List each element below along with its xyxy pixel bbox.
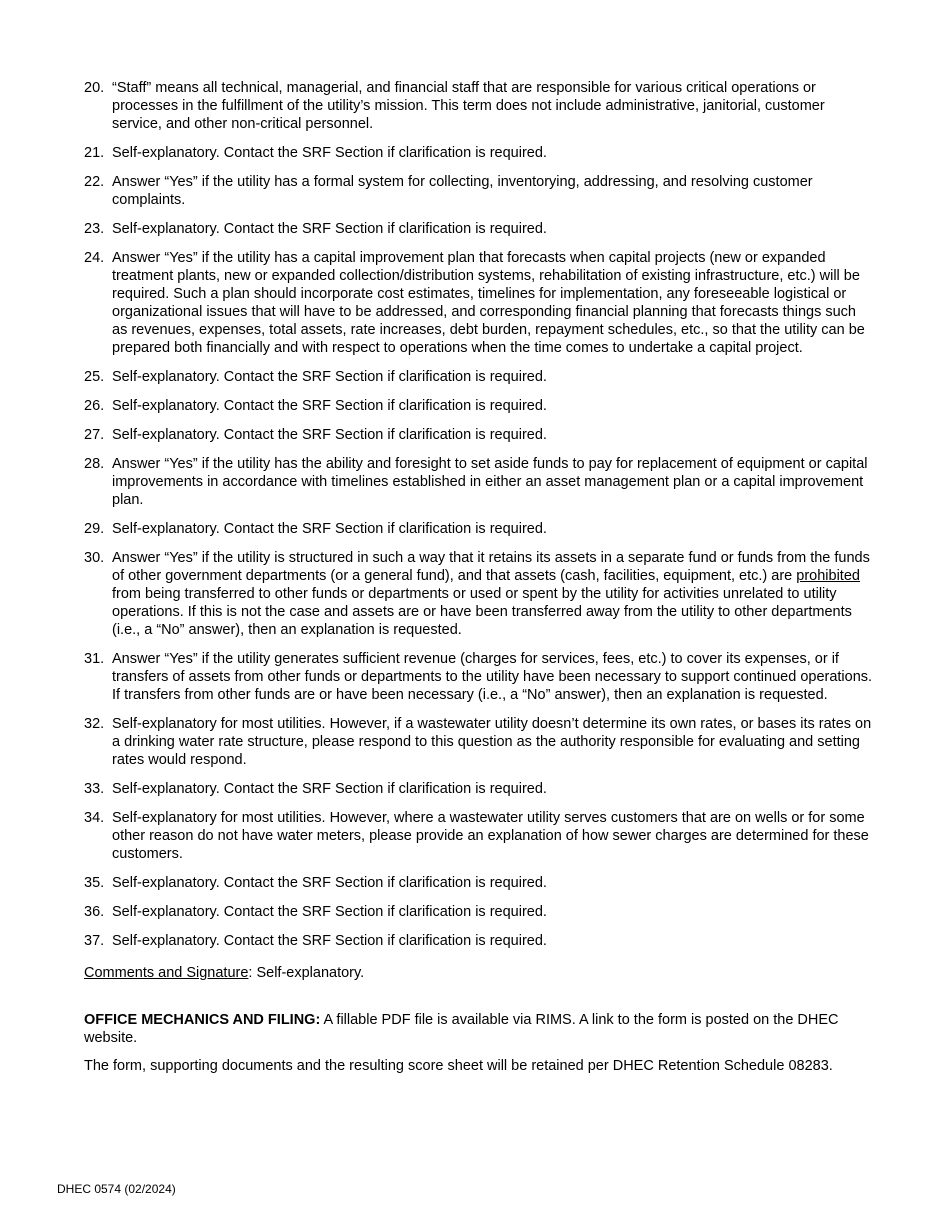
item-number: 21. (84, 145, 105, 161)
list-item (84, 79, 874, 133)
list-item (84, 249, 874, 357)
list-item (84, 426, 874, 444)
item-number: 24. (84, 250, 105, 266)
comments-text: : Self-explanatory. (248, 965, 365, 981)
item-text (112, 521, 547, 537)
item-text (112, 651, 872, 703)
retention-paragraph: The form, supporting documents and the resulting score sheet will be retained per DHEC Retention Schedule 08283. (84, 1058, 833, 1074)
item-text-segment: Self-explanatory. Contact the SRF Section if clarification is required. (112, 875, 547, 891)
list-item (84, 368, 874, 386)
item-number: 30. (84, 550, 105, 566)
list-item (84, 220, 874, 238)
item-text (112, 550, 870, 638)
item-text-segment: from being transferred to other funds or departments or used or spent by the utility for activities unrelated to utility operations. If this is not the case and assets are or have been transferred away from the utility to other departments (i.e., a “No” answer), then an explanation is requested. (112, 586, 852, 638)
item-text-segment: “Staff” means all technical, managerial, and financial staff that are responsible for various critical operations or processes in the fulfillment of the utility’s mission. This term does not include administrative, janitorial, customer service, and other non-critical personnel. (112, 80, 825, 132)
item-number: 26. (84, 398, 105, 414)
item-text-segment: Answer “Yes” if the utility has a formal system for collecting, inventorying, addressing, and resolving customer complaints. (112, 174, 813, 208)
list-item (84, 520, 874, 538)
office-mechanics-text: A fillable PDF file is available via RIMS. A link to the form is posted on the DHEC website. (84, 1012, 839, 1046)
list-item (84, 932, 874, 950)
list-item (84, 650, 874, 704)
list-item (84, 903, 874, 921)
item-text-segment: Self-explanatory. Contact the SRF Section if clarification is required. (112, 398, 547, 414)
item-number: 31. (84, 651, 105, 667)
item-text-segment: Self-explanatory. Contact the SRF Section if clarification is required. (112, 221, 547, 237)
comments-paragraph (84, 964, 874, 982)
item-number: 36. (84, 904, 105, 920)
item-text (112, 145, 547, 161)
item-number: 25. (84, 369, 105, 385)
item-text-segment: Self-explanatory. Contact the SRF Section if clarification is required. (112, 781, 547, 797)
item-text-segment: Self-explanatory for most utilities. However, where a wastewater utility serves customers that are on wells or for some other reason do not have water meters, please provide an explanation of how sewer charges are determined for these customers. (112, 810, 869, 862)
item-number: 28. (84, 456, 105, 472)
list-item (84, 549, 874, 639)
item-text-segment: Self-explanatory. Contact the SRF Section if clarification is required. (112, 521, 547, 537)
instruction-list (84, 79, 874, 950)
item-text (112, 875, 547, 891)
item-text-segment: Answer “Yes” if the utility is structured in such a way that it retains its assets in a separate fund or funds from the funds of other government departments (or a general fund), and that assets (cash, facilities, equipment, etc.) are (112, 550, 870, 584)
item-number: 23. (84, 221, 105, 237)
item-text-segment: Answer “Yes” if the utility has the ability and foresight to set aside funds to pay for replacement of equipment or capital improvements in accordance with timelines established in either an asset management plan or a capital improvement plan. (112, 456, 868, 508)
item-text (112, 369, 547, 385)
item-number: 35. (84, 875, 105, 891)
item-text (112, 904, 547, 920)
list-item (84, 874, 874, 892)
item-text-segment: Answer “Yes” if the utility has a capital improvement plan that forecasts when capital projects (new or expanded treatment plants, new or expanded collection/distribution systems, rehabilitation of existing infrastructure, etc.) will be required. Such a plan should incorporate cost estimates, timelines for implementation, any foreseeable logistical or organizational issues that will have to be addressed, and corresponding financial planning that forecasts things such as revenues, expenses, total assets, rate increases, debt burden, repayment schedules, etc., so that the utility can be prepared both financially and with respect to operations when the time comes to undertake a capital project. (112, 250, 865, 356)
list-item (84, 809, 874, 863)
list-item (84, 455, 874, 509)
office-mechanics-heading: OFFICE MECHANICS AND FILING: (84, 1012, 321, 1028)
item-text-segment: Answer “Yes” if the utility generates sufficient revenue (charges for services, fees, etc.) to cover its expenses, or if transfers of assets from other funds or departments to the utility have been necessary to support continued operations. If transfers from other funds are or have been necessary (i.e., a “No” answer), then an explanation is requested. (112, 651, 873, 703)
item-text (112, 781, 547, 797)
document-page (84, 79, 874, 1075)
item-text (112, 456, 868, 508)
list-item (84, 780, 874, 798)
item-text (112, 933, 547, 949)
item-number: 20. (84, 80, 105, 96)
item-text (112, 80, 825, 132)
item-text-segment: Self-explanatory for most utilities. However, if a wastewater utility doesn’t determine its own rates, or bases its rates on a drinking water rate structure, please respond to this question as the authority responsible for evaluating and setting rates would respond. (112, 716, 872, 768)
comments-label: Comments and Signature (84, 965, 249, 981)
item-text (112, 250, 865, 356)
item-number: 32. (84, 716, 105, 732)
item-text-segment: Self-explanatory. Contact the SRF Section if clarification is required. (112, 145, 547, 161)
item-number: 34. (84, 810, 105, 826)
item-text-underlined: prohibited (796, 568, 860, 584)
form-id-footer: DHEC 0574 (02/2024) (57, 1182, 176, 1196)
office-mechanics-paragraph (84, 1011, 874, 1047)
list-item (84, 144, 874, 162)
list-item (84, 173, 874, 209)
item-text (112, 810, 869, 862)
item-number: 29. (84, 521, 105, 537)
list-item (84, 397, 874, 415)
item-text-segment: Self-explanatory. Contact the SRF Section if clarification is required. (112, 369, 547, 385)
item-text (112, 221, 547, 237)
item-text (112, 716, 871, 768)
item-number: 27. (84, 427, 105, 443)
item-text (112, 174, 813, 208)
item-text-segment: Self-explanatory. Contact the SRF Section if clarification is required. (112, 933, 547, 949)
item-number: 22. (84, 174, 105, 190)
item-text (112, 427, 547, 443)
list-item (84, 715, 874, 769)
item-number: 33. (84, 781, 105, 797)
item-text-segment: Self-explanatory. Contact the SRF Section if clarification is required. (112, 427, 547, 443)
item-text-segment: Self-explanatory. Contact the SRF Section if clarification is required. (112, 904, 547, 920)
item-text (112, 398, 547, 414)
item-number: 37. (84, 933, 105, 949)
